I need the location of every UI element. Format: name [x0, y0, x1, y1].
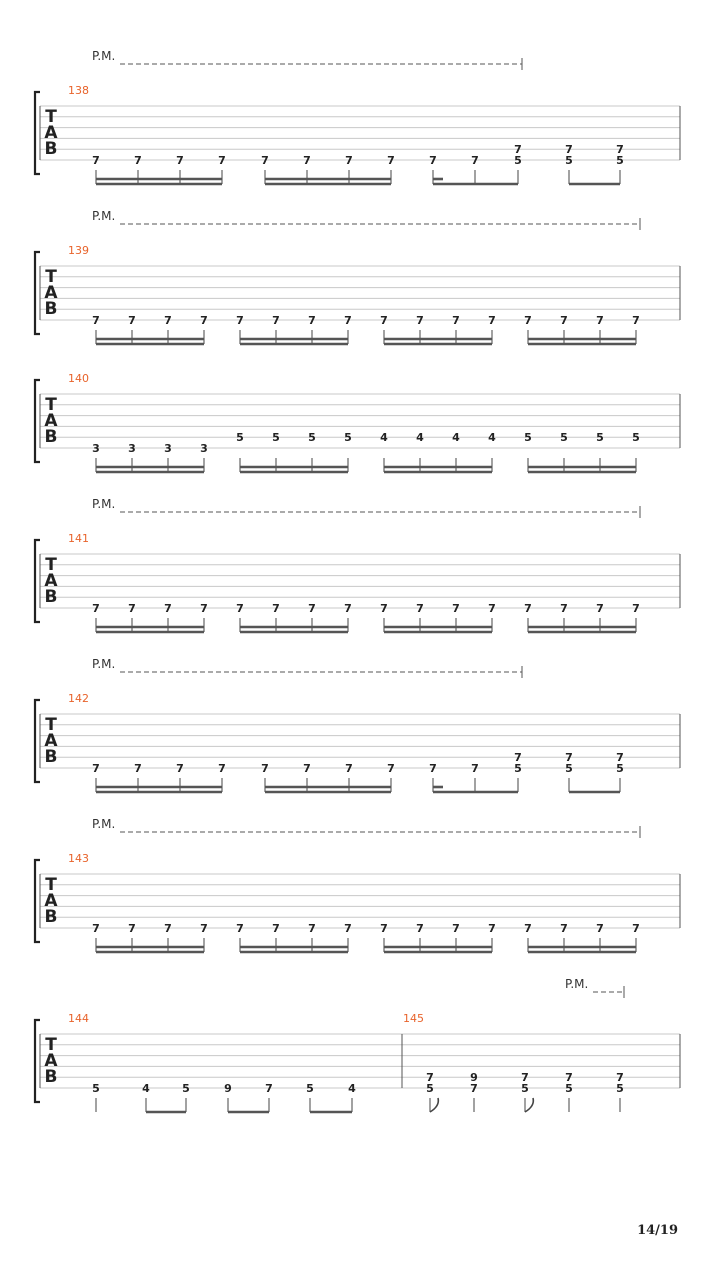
bar-number: 144	[68, 1012, 89, 1025]
tab-clef-letter: A	[44, 283, 58, 303]
note-flag	[430, 1098, 438, 1112]
system-bracket	[35, 252, 40, 334]
fret-number: 5	[272, 431, 280, 445]
fret-number: 5	[616, 762, 624, 775]
tab-clef-letter: A	[44, 891, 58, 911]
fret-number: 7	[92, 922, 100, 935]
tab-clef-letter: T	[45, 715, 57, 735]
fret-number: 5	[565, 762, 573, 775]
fret-number: 7	[200, 922, 208, 935]
fret-number: 7	[236, 922, 244, 935]
tab-clef-letter: A	[44, 731, 58, 751]
fret-number: 7	[344, 314, 352, 327]
tab-clef-letter: T	[45, 875, 57, 895]
fret-number: 7	[596, 602, 604, 615]
fret-number: 7	[380, 314, 388, 327]
fret-number: 7	[261, 154, 269, 167]
tab-system	[35, 977, 680, 1112]
fret-number: 7	[218, 154, 226, 167]
bar-number: 139	[68, 244, 89, 257]
palm-mute-label: P.M.	[92, 657, 116, 671]
fret-number: 7	[387, 762, 395, 775]
fret-number: 7	[416, 602, 424, 615]
fret-number: 5	[426, 1082, 434, 1095]
fret-number: 7	[164, 602, 172, 615]
bar-number: 143	[68, 852, 89, 865]
fret-number: 5	[560, 431, 568, 445]
bar-number: 141	[68, 532, 89, 545]
tab-clef-letter: B	[44, 1067, 58, 1087]
fret-number: 7	[560, 922, 568, 935]
fret-number: 7	[92, 154, 100, 167]
fret-number: 7	[261, 762, 269, 775]
fret-number: 5	[616, 154, 624, 167]
fret-number: 7	[344, 602, 352, 615]
fret-number: 5	[565, 1082, 573, 1095]
fret-number: 5	[308, 431, 316, 445]
fret-number: 3	[164, 442, 172, 455]
palm-mute-label: P.M.	[92, 49, 116, 63]
fret-number: 7	[308, 922, 316, 935]
fret-number: 9	[224, 1082, 232, 1095]
fret-number: 7	[236, 314, 244, 327]
bar-number: 142	[68, 692, 89, 705]
fret-number: 7	[471, 762, 479, 775]
fret-number: 7	[200, 314, 208, 327]
palm-mute-label: P.M.	[92, 817, 116, 831]
fret-number: 4	[348, 1082, 356, 1095]
tab-system	[35, 497, 680, 632]
fret-number: 7	[164, 314, 172, 327]
tab-clef-letter: A	[44, 571, 58, 591]
fret-number: 7	[308, 314, 316, 327]
fret-number: 5	[92, 1082, 100, 1095]
tab-clef-letter: A	[44, 1051, 58, 1071]
fret-number: 7	[565, 751, 573, 765]
fret-number: 7	[218, 762, 226, 775]
fret-number: 7	[92, 762, 100, 775]
fret-number: 7	[92, 602, 100, 615]
fret-number: 7	[488, 602, 496, 615]
fret-number: 7	[429, 762, 437, 775]
palm-mute-label: P.M.	[92, 209, 116, 223]
tab-clef-letter: T	[45, 1035, 57, 1055]
fret-number: 7	[452, 314, 460, 327]
system-bracket	[35, 540, 40, 622]
fret-number: 4	[452, 431, 460, 445]
bar-number: 145	[403, 1012, 424, 1025]
fret-number: 5	[344, 431, 352, 445]
tab-clef-letter: B	[44, 587, 58, 607]
system-bracket	[35, 860, 40, 942]
fret-number: 7	[380, 922, 388, 935]
fret-number: 5	[521, 1082, 529, 1095]
fret-number: 7	[345, 154, 353, 167]
fret-number: 7	[303, 762, 311, 775]
fret-number: 7	[521, 1071, 529, 1085]
tab-system	[35, 817, 680, 952]
fret-number: 7	[128, 602, 136, 615]
fret-number: 5	[182, 1082, 190, 1095]
fret-number: 7	[200, 602, 208, 615]
bar-number: 140	[68, 372, 89, 385]
fret-number: 7	[565, 143, 573, 157]
tab-system	[35, 657, 680, 792]
fret-number: 3	[200, 442, 208, 455]
fret-number: 7	[164, 922, 172, 935]
tab-clef-letter: T	[45, 395, 57, 415]
fret-number: 7	[514, 751, 522, 765]
fret-number: 4	[380, 431, 388, 445]
fret-number: 7	[514, 143, 522, 157]
fret-number: 7	[128, 314, 136, 327]
fret-number: 7	[452, 922, 460, 935]
fret-number: 7	[272, 314, 280, 327]
palm-mute-label: P.M.	[92, 497, 116, 511]
fret-number: 7	[344, 922, 352, 935]
note-flag	[525, 1098, 533, 1112]
fret-number: 7	[176, 762, 184, 775]
fret-number: 7	[134, 762, 142, 775]
tab-clef-letter: B	[44, 747, 58, 767]
fret-number: 7	[429, 154, 437, 167]
fret-number: 7	[416, 922, 424, 935]
fret-number: 7	[345, 762, 353, 775]
system-bracket	[35, 700, 40, 782]
fret-number: 7	[632, 922, 640, 935]
fret-number: 5	[306, 1082, 314, 1095]
system-bracket	[35, 1020, 40, 1102]
fret-number: 7	[92, 314, 100, 327]
fret-number: 7	[596, 314, 604, 327]
fret-number: 7	[128, 922, 136, 935]
tab-clef-letter: T	[45, 555, 57, 575]
tab-system	[35, 49, 680, 184]
fret-number: 3	[92, 442, 100, 455]
fret-number: 5	[514, 762, 522, 775]
fret-number: 7	[380, 602, 388, 615]
fret-number: 9	[470, 1071, 478, 1085]
tab-clef-letter: A	[44, 123, 58, 143]
fret-number: 7	[471, 154, 479, 167]
fret-number: 7	[560, 602, 568, 615]
fret-number: 7	[524, 602, 532, 615]
tab-clef-letter: B	[44, 427, 58, 447]
fret-number: 7	[272, 922, 280, 935]
tab-clef-letter: T	[45, 267, 57, 287]
fret-number: 7	[524, 922, 532, 935]
fret-number: 7	[452, 602, 460, 615]
fret-number: 7	[176, 154, 184, 167]
fret-number: 5	[596, 431, 604, 445]
fret-number: 7	[632, 602, 640, 615]
tab-clef-letter: B	[44, 907, 58, 927]
page-number: 14/19	[637, 1223, 678, 1238]
fret-number: 7	[265, 1082, 273, 1095]
fret-number: 5	[616, 1082, 624, 1095]
fret-number: 4	[142, 1082, 150, 1095]
system-bracket	[35, 380, 40, 462]
tab-clef-letter: T	[45, 107, 57, 127]
fret-number: 5	[524, 431, 532, 445]
fret-number: 3	[128, 442, 136, 455]
fret-number: 7	[565, 1071, 573, 1085]
tab-clef-letter: B	[44, 139, 58, 159]
fret-number: 7	[387, 154, 395, 167]
fret-number: 4	[416, 431, 424, 445]
fret-number: 7	[596, 922, 604, 935]
fret-number: 7	[616, 1071, 624, 1085]
fret-number: 7	[134, 154, 142, 167]
fret-number: 5	[514, 154, 522, 167]
tab-system	[35, 372, 680, 472]
fret-number: 7	[616, 751, 624, 765]
fret-number: 7	[308, 602, 316, 615]
tab-clef-letter: A	[44, 411, 58, 431]
fret-number: 5	[632, 431, 640, 445]
system-bracket	[35, 92, 40, 174]
tab-clef-letter: B	[44, 299, 58, 319]
tab-system	[35, 209, 680, 344]
fret-number: 7	[524, 314, 532, 327]
fret-number: 5	[565, 154, 573, 167]
fret-number: 7	[416, 314, 424, 327]
fret-number: 7	[616, 143, 624, 157]
fret-number: 7	[426, 1071, 434, 1085]
fret-number: 7	[632, 314, 640, 327]
fret-number: 7	[303, 154, 311, 167]
fret-number: 5	[236, 431, 244, 445]
bar-number: 138	[68, 84, 89, 97]
fret-number: 7	[470, 1082, 478, 1095]
fret-number: 7	[236, 602, 244, 615]
fret-number: 7	[272, 602, 280, 615]
fret-number: 7	[488, 314, 496, 327]
fret-number: 7	[488, 922, 496, 935]
fret-number: 4	[488, 431, 496, 445]
palm-mute-label: P.M.	[565, 977, 589, 991]
fret-number: 7	[560, 314, 568, 327]
